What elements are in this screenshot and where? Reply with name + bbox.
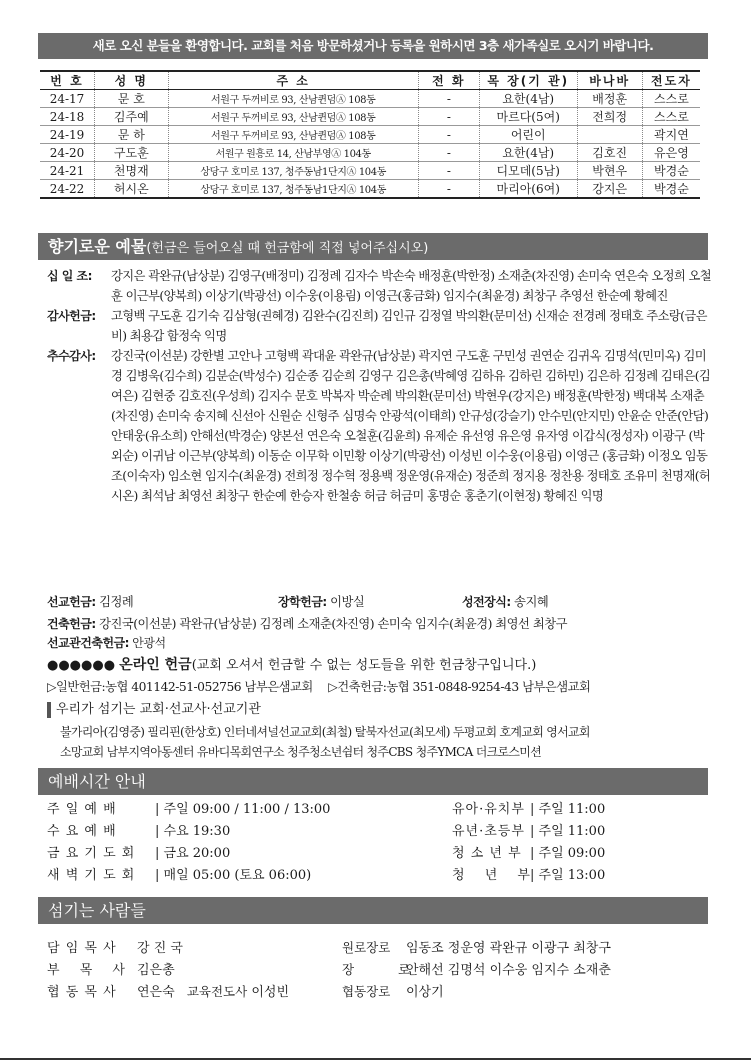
- senior-pastor-name: 강 진 국: [137, 941, 183, 956]
- col-header-phone: 전 화: [418, 71, 479, 90]
- thanks-names: 고형백 구도훈 김기숙 김삼형(권혜경) 김완수(김진희) 김인규 김정열 박의환(문미선) 신재순 전경례 정태호 주소랑(금은비) 최용갑 함정숙 익명: [111, 309, 707, 343]
- cell-address: 서원구 원흥로 14, 산남부영Ⓐ 104동: [168, 144, 418, 162]
- support-list: [60, 722, 710, 762]
- coop-pastor-name: 연은숙: [137, 985, 175, 1000]
- worship-item: [452, 864, 605, 883]
- table-row: [40, 144, 700, 162]
- scholar-label: 장학헌금:: [278, 595, 327, 609]
- online-dots-icon: ●●●●●●: [47, 658, 116, 673]
- worship-label: 유년·초등부: [452, 824, 525, 839]
- cell-barnabas: 배정훈: [577, 90, 642, 108]
- edu-evangelist-label: 교육전도사: [186, 984, 248, 999]
- cell-name: 김주예: [94, 108, 168, 126]
- worship-time: | 금요 20:00: [155, 846, 231, 861]
- cell-group: 요한(4남): [479, 144, 577, 162]
- cell-name: 허시온: [94, 180, 168, 199]
- cell-evangelist: 박경순: [642, 162, 700, 180]
- worship-time: | 주일 13:00: [530, 868, 606, 883]
- cell-evangelist: 박경순: [642, 180, 700, 199]
- cell-barnabas: 전희정: [577, 108, 642, 126]
- cell-name: 문 하: [94, 126, 168, 144]
- bottom-divider: [0, 1058, 751, 1060]
- altar-names: 송지혜: [514, 595, 549, 609]
- cell-number: 24-18: [40, 108, 94, 126]
- offering-subtitle: (헌금은 들어오실 때 헌금함에 직접 넣어주십시오): [146, 241, 429, 256]
- mission-building-label: 선교관건축헌금:: [47, 636, 129, 650]
- cell-group: 요한(4남): [479, 90, 577, 108]
- building-row: [47, 614, 567, 632]
- scholar-names: 이방실: [330, 595, 365, 609]
- worship-section-header: [38, 768, 708, 795]
- online-offering-title: 온라인 헌금: [119, 657, 192, 673]
- cell-phone: -: [418, 90, 479, 108]
- cell-evangelist: 스스로: [642, 108, 700, 126]
- mission-building-names: 안광석: [132, 636, 166, 650]
- cell-name: 문 호: [94, 90, 168, 108]
- support-title: 우리가 섬기는 교회·선교사·선교기관: [47, 702, 261, 718]
- harvest-row: [47, 346, 712, 506]
- table-row: [40, 162, 700, 180]
- coop-elder-names: 이상기: [406, 985, 444, 1000]
- offering-list: [47, 266, 712, 506]
- cell-number: 24-20: [40, 144, 94, 162]
- cell-address: 서원구 두꺼비로 93, 산남퀸덤Ⓐ 108동: [168, 126, 418, 144]
- worship-item: [47, 820, 230, 839]
- worship-label: 주 일 예 배: [47, 802, 117, 817]
- account-row: [47, 677, 590, 695]
- cell-phone: -: [418, 180, 479, 199]
- worship-time: | 주일 09:00: [530, 846, 606, 861]
- tithe-label: 십 일 조:: [47, 269, 92, 283]
- col-header-barnabas: 바나바: [577, 71, 642, 90]
- cell-evangelist: 곽지연: [642, 126, 700, 144]
- col-header-group: 목 장(기 관): [479, 71, 577, 90]
- general-account: ▷일반헌금:농협 401142-51-052756 남부은샘교회: [47, 680, 313, 694]
- col-header-number: 번 호: [40, 71, 94, 90]
- worship-label: 금 요 기 도 회: [47, 846, 136, 861]
- cell-phone: -: [418, 162, 479, 180]
- worship-label: 수 요 예 배: [47, 824, 117, 839]
- retired-elder-label: 원로장로: [342, 940, 391, 955]
- cell-name: 천명재: [94, 162, 168, 180]
- online-offering-row: [47, 654, 536, 674]
- tithe-names: 강지은 곽완규(남상분) 김영구(배정미) 김정례 김자수 박손숙 배정훈(박한정) 소재춘(차진영) 손미숙 연은숙 오정희 오철훈 이근부(양복희) 이상기(박광선) 이수웅(이용림) 이영근(홍금화) 임지수(최윤경) 최창구 추영선 한순예 황혜진: [111, 269, 712, 303]
- mission-label: 선교헌금:: [47, 595, 96, 609]
- new-members-table: [40, 70, 700, 199]
- associate-pastor-row: [47, 959, 175, 978]
- cell-group: 디모데(5남): [479, 162, 577, 180]
- coop-elder-label: 협동장로: [342, 984, 391, 999]
- cell-barnabas: 김호진: [577, 144, 642, 162]
- mission-building-row: [47, 634, 166, 651]
- cell-barnabas: 강지은: [577, 180, 642, 199]
- thanks-label: 감사헌금:: [47, 309, 96, 323]
- associate-pastor-label: 부 목 사: [47, 963, 133, 978]
- associate-pastor-name: 김은총: [137, 963, 175, 978]
- col-header-evangelist: 전도자: [642, 71, 700, 90]
- elder-names: 안해선 김명석 이수웅 임지수 소재춘: [406, 963, 611, 978]
- offering-title: 향기로운 예물: [48, 237, 147, 256]
- worship-time: | 매일 05:00 (토요 06:00): [155, 868, 312, 883]
- coop-elder-row: [342, 981, 444, 1000]
- mission-row: [47, 592, 133, 610]
- worship-item: [452, 798, 605, 817]
- support-line-2: 소망교회 남부지역아동센터 유바디목회연구소 청주청소년쉼터 청주CBS 청주YMCA 더크로스미션: [60, 745, 542, 759]
- worship-label: 청 소 년 부: [452, 846, 522, 861]
- building-names: 강진국(이선분) 곽완규(남상분) 김정례 소재춘(차진영) 손미숙 임지수(최윤경) 최영선 최창구: [99, 617, 567, 631]
- cell-group: 마리아(6여): [479, 180, 577, 199]
- worship-label: 유아·유치부: [452, 802, 525, 817]
- mission-names: 김정례: [99, 595, 134, 609]
- cell-number: 24-22: [40, 180, 94, 199]
- cell-group: 어린이: [479, 126, 577, 144]
- welcome-banner: 새로 오신 분들을 환영합니다. 교회를 처음 방문하셨거나 등록을 원하시면 3층 새가족실로 오시기 바랍니다.: [38, 33, 708, 59]
- cell-name: 구도훈: [94, 144, 168, 162]
- col-header-address: 주 소: [168, 71, 418, 90]
- table-row: [40, 90, 700, 108]
- cell-address: 서원구 두꺼비로 93, 산남퀸덤Ⓐ 108동: [168, 90, 418, 108]
- worship-item: [452, 820, 605, 839]
- worship-time: | 주일 11:00: [530, 802, 606, 817]
- cell-address: 상당구 호미로 137, 청주동남1단지Ⓐ 104동: [168, 162, 418, 180]
- senior-pastor-row: [47, 937, 183, 956]
- online-offering-desc: (교회 오셔서 헌금할 수 없는 성도들을 위한 헌금창구입니다.): [191, 658, 537, 673]
- worship-time: | 주일 11:00: [530, 824, 606, 839]
- worship-time: | 주일 09:00 / 11:00 / 13:00: [155, 802, 331, 817]
- cell-number: 24-17: [40, 90, 94, 108]
- worship-label: 청 년 부: [452, 868, 538, 883]
- cell-phone: -: [418, 108, 479, 126]
- worship-item: [47, 842, 230, 861]
- elder-row: [342, 959, 611, 978]
- cell-number: 24-21: [40, 162, 94, 180]
- table-row: [40, 180, 700, 199]
- cell-barnabas: [577, 126, 642, 144]
- harvest-label: 추수감사:: [47, 349, 96, 363]
- worship-item: [452, 842, 605, 861]
- worship-time: | 수요 19:30: [155, 824, 231, 839]
- support-line-1: 불가리아(김영중) 필리핀(한상호) 인터네셔널선교교회(최철) 탈북자선교(최모세) 두평교회 호계교회 영서교회: [60, 725, 590, 739]
- building-label: 건축헌금:: [47, 617, 96, 631]
- building-account: ▷건축헌금:농협 351-0848-9254-43 남부은샘교회: [328, 680, 591, 694]
- retired-elder-names: 임동조 정운영 곽완규 이광구 최창구: [406, 941, 611, 956]
- col-header-name: 성 명: [94, 71, 168, 90]
- cell-group: 마르다(5여): [479, 108, 577, 126]
- harvest-names: 강진국(이선분) 강한별 고안나 고형백 곽대윤 곽완규(남상분) 곽지연 구도훈 구민성 권연순 김귀옥 김명석(민미옥) 김미경 김병욱(김수희) 김분순(박성수) 김순종 김순희 김영구 김은총(박혜영 김하유 김하린 김하민) 김은하 김정례 김태은(김여은) 김현중 김호진(우성희) 김지수 문호 박복자 박순례 박의환(문미선) 박현우(강지은) 배정훈(박한정) 백대복 소재춘(차진영) 손미숙 송지혜 신선아 신원순 신형주 심명숙 안광석(이태희) 안규성(강슬기) 안수민(안지민) 안윤순 안준(안담) 안태웅(유소희) 안해선(박경순) 양본선 연은숙 오철훈(김윤희) 유제순 유선영 유은영 유자영 이갑식(정성자) 이광구 (박외순) 이귀남 이근부(양복희) 이동순 이무학 이민황 이상기(박광선) 이성빈 이수웅(이용림) 이영근 (홍금화) 이정오 임동조(이숙자) 임소현 임지수(최윤경) 전희정 정수혁 정용백 정운영(유재순) 정준희 정지용 정찬용 정태호 조유미 천명재(허시온) 최석남 최영선 최창구 한순예 한승자 한철송 허금 허금미 홍명순 홍춘기(이현정) 황혜진 익명: [111, 349, 711, 503]
- table-row: [40, 108, 700, 126]
- people-section-header: [38, 897, 708, 924]
- worship-label: 새 벽 기 도 회: [47, 868, 136, 883]
- edu-evangelist-name: 이성빈: [251, 985, 290, 1000]
- retired-elder-row: [342, 937, 611, 956]
- elder-label: 장 로: [342, 962, 431, 977]
- thanks-row: [47, 306, 712, 346]
- altar-row: [462, 592, 548, 610]
- tithe-row: [47, 266, 712, 306]
- cell-address: 서원구 두꺼비로 93, 산남퀸덤Ⓐ 108동: [168, 108, 418, 126]
- table-row: [40, 126, 700, 144]
- altar-label: 성전장식:: [462, 595, 511, 609]
- table-header-row: [40, 71, 700, 90]
- cell-address: 상당구 호미로 137, 청주동남1단지Ⓐ 104동: [168, 180, 418, 199]
- cell-evangelist: 스스로: [642, 90, 700, 108]
- cell-number: 24-19: [40, 126, 94, 144]
- worship-title: 예배시간 안내: [48, 772, 146, 791]
- cell-barnabas: 박현우: [577, 162, 642, 180]
- cell-phone: -: [418, 126, 479, 144]
- worship-item: [47, 798, 330, 817]
- senior-pastor-label: 담 임 목 사: [47, 941, 117, 956]
- scholar-row: [278, 592, 364, 610]
- cell-phone: -: [418, 144, 479, 162]
- people-title: 섬기는 사람들: [48, 901, 146, 920]
- offering-section-header: [38, 233, 708, 260]
- coop-pastor-row: [47, 981, 289, 1000]
- cell-evangelist: 유은영: [642, 144, 700, 162]
- worship-item: [47, 864, 311, 883]
- coop-pastor-label: 협 동 목 사: [47, 985, 117, 1000]
